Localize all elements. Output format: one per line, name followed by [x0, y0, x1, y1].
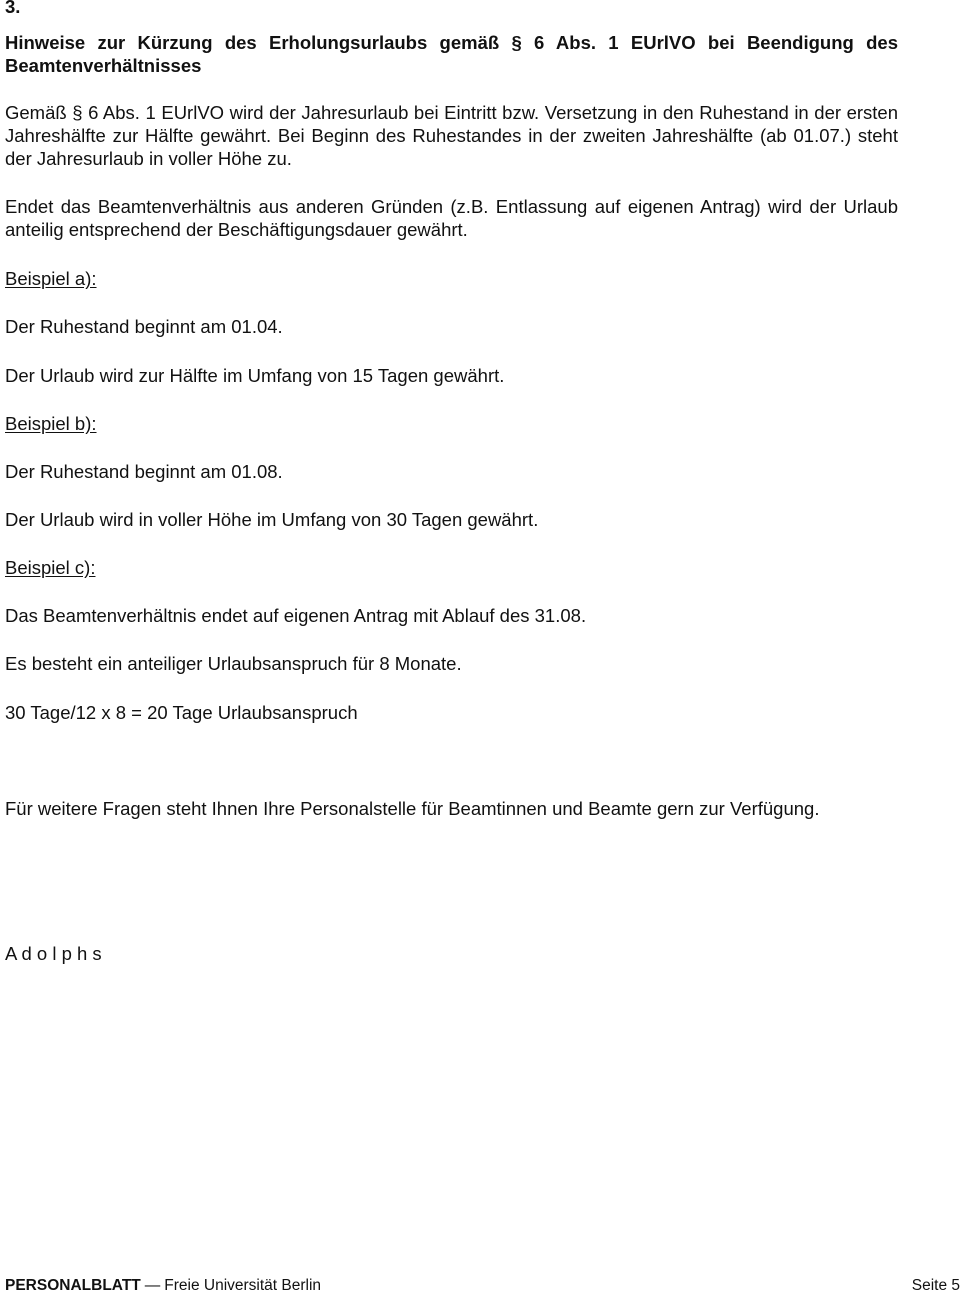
paragraph-entlassung: Endet das Beamtenverhältnis aus anderen Gründen (z.B. Entlassung auf eigenen Antrag) wird der Urlaub anteilig entsprechend der Beschäftigungsdauer gewährt.: [5, 196, 898, 240]
example-a-line-2: Der Urlaub wird zur Hälfte im Umfang von 15 Tagen gewährt.: [5, 365, 505, 386]
footer-title: PERSONALBLATT: [5, 1277, 141, 1294]
paragraph-ruhestand: Gemäß § 6 Abs. 1 EUrlVO wird der Jahresurlaub bei Eintritt bzw. Versetzung in den Ruhestand in der ersten Jahreshälfte zur Hälfte gewährt. Bei Beginn des Ruhestandes in der zweiten Jahreshälfte (ab 01.07.) steht der Jahresurlaub in voller Höhe zu.: [5, 102, 898, 169]
page-footer: [5, 1276, 960, 1296]
example-b-label: Beispiel b):: [5, 413, 97, 434]
section-heading: Hinweise zur Kürzung des Erholungsurlaubs gemäß § 6 Abs. 1 EUrlVO bei Beendigung des Beamtenverhältnisses: [5, 32, 898, 76]
example-b-line-1: Der Ruhestand beginnt am 01.08.: [5, 461, 283, 482]
footer-dash: —: [144, 1277, 161, 1294]
example-a-line-1: Der Ruhestand beginnt am 01.04.: [5, 316, 283, 337]
footer-page-number: Seite 5: [911, 1277, 960, 1294]
example-c-line-1: Das Beamtenverhältnis endet auf eigenen Antrag mit Ablauf des 31.08.: [5, 605, 587, 626]
example-a-label: Beispiel a):: [5, 268, 97, 289]
footer-institution: Freie Universität Berlin: [164, 1277, 322, 1294]
example-c-label: Beispiel c):: [5, 557, 96, 578]
example-c-line-2: Es besteht ein anteiliger Urlaubsanspruch für 8 Monate.: [5, 653, 462, 674]
example-c-line-3: 30 Tage/12 x 8 = 20 Tage Urlaubsanspruch: [5, 702, 358, 723]
section-number: 3.: [5, 0, 21, 17]
closing-sentence: Für weitere Fragen steht Ihnen Ihre Personalstelle für Beamtinnen und Beamte gern zur Verfügung.: [5, 798, 820, 819]
signature: A d o l p h s: [5, 943, 102, 964]
example-b-line-2: Der Urlaub wird in voller Höhe im Umfang von 30 Tagen gewährt.: [5, 509, 539, 530]
